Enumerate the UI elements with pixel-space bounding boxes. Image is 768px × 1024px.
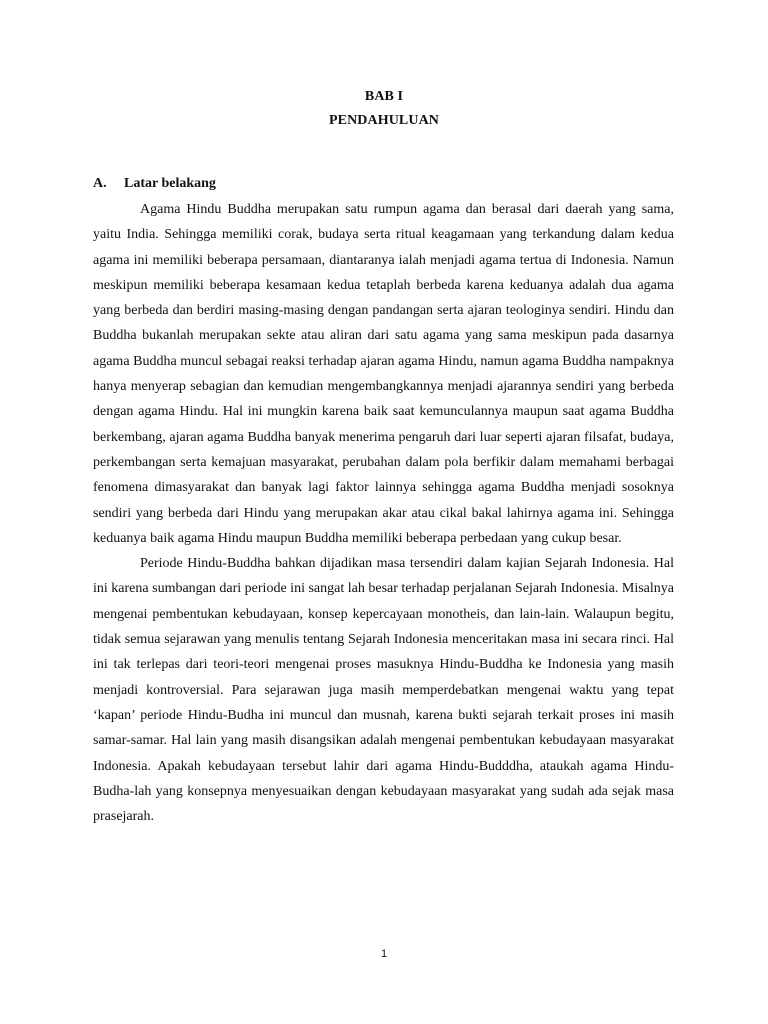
- section-heading: [93, 175, 216, 193]
- section-letter: A.: [93, 176, 107, 191]
- chapter-title: PENDAHULUAN: [329, 113, 439, 128]
- chapter-number: BAB I: [364, 89, 404, 104]
- page-number: 1: [380, 948, 388, 960]
- section-title: Latar belakang: [124, 176, 216, 191]
- paragraph-2: Periode Hindu-Buddha bahkan dijadikan masa tersendiri dalam kajian Sejarah Indonesia. Hal ini karena sumbangan dari periode ini sangat lah besar terhadap perjalanan Sejarah Indonesia. Misalnya mengenai pembentukan kebudayaan, konsep kepercayaan monotheis, dan lain-lain. Walaupun begitu, tidak semua sejarawan yang menulis tentang Sejarah Indonesia menceritakan masa ini secara rinci. Hal ini tak terlepas dari teori-teori mengenai proses masuknya Hindu-Buddha ke Indonesia yang masih menjadi kontroversial. Para sejarawan juga masih memperdebatkan mengenai waktu yang tepat ‘kapan’ periode Hindu-Budha ini muncul dan musnah, karena bukti sejarah terkait proses ini masih samar-samar. Hal lain yang masih disangsikan adalah mengenai pembentukan kebudayaan masyarakat Indonesia. Apakah kebudayaan tersebut lahir dari agama Hindu-Budddha, ataukah agama Hindu-Budha-lah yang konsepnya menyesuaikan dengan kebudayaan masyarakat yang sudah ada sejak masa prasejarah.: [93, 556, 674, 825]
- paragraph-1: Agama Hindu Buddha merupakan satu rumpun agama dan berasal dari daerah yang sama, yaitu India. Sehingga memiliki corak, budaya serta ritual keagamaan yang terkandung dalam kedua agama ini memiliki beberapa persamaan, diantaranya ialah menjadi agama tertua di Indonesia. Namun meskipun memiliki beberapa kesamaan kedua tetaplah berbeda karena keduanya adalah dua agama yang berbeda dan berdiri masing-masing dengan pandangan serta ajaran teologinya sendiri. Hindu dan Buddha bukanlah merupakan sekte atau aliran dari satu agama yang sama meskipun pada dasarnya agama Buddha muncul sebagai reaksi terhadap ajaran agama Hindu, namun agama Buddha nampaknya hanya menyerap sebagian dan kemudian mengembangkannya menjadi ajarannya sendiri yang berbeda dengan agama Hindu. Hal ini mungkin karena baik saat kemunculannya maupun saat agama Buddha berkembang, ajaran agama Buddha banyak menerima pengaruh dari luar seperti ajaran filsafat, budaya, perkembangan serta kemajuan masyarakat, perubahan dalam pola berfikir dalam memahami berbagai fenomena dimasyarakat dan banyak lagi faktor lainnya sehingga agama Buddha menjadi sosoknya sendiri yang berbeda dari Hindu yang merupakan akar atau cikal bakal lahirnya agama ini. Sehingga keduanya baik agama Hindu maupun Buddha memiliki beberapa perbedaan yang cukup besar.: [93, 202, 674, 546]
- body-text: [93, 197, 674, 829]
